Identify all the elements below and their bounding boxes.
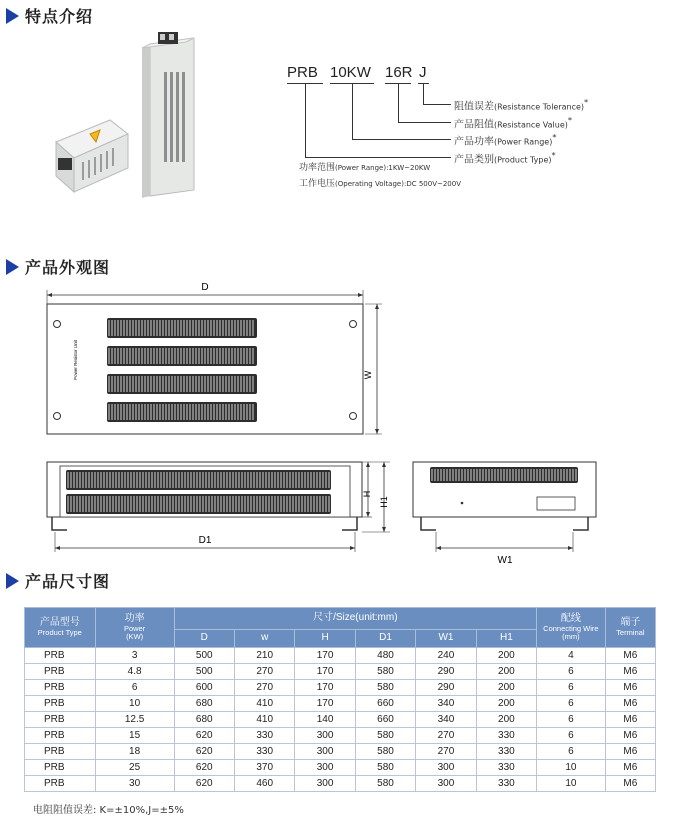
table-cell: M6 [605,776,655,792]
table-cell: 330 [476,760,536,776]
connector-line [398,84,399,122]
header-power: 功率 Power (KW) [95,608,174,648]
table-cell: 580 [355,776,415,792]
table-cell: 200 [476,712,536,728]
subheader-h: H [295,630,355,648]
table-cell: M6 [605,680,655,696]
table-cell: PRB [25,760,96,776]
table-cell: 10 [537,760,606,776]
table-cell: 10 [537,776,606,792]
subheader-w: w [234,630,294,648]
connector-line [398,122,451,123]
table-cell: 6 [537,664,606,680]
table-cell: 300 [295,776,355,792]
table-cell: 200 [476,696,536,712]
table-cell: PRB [25,664,96,680]
table-cell: 200 [476,648,536,664]
connector-line [423,104,451,105]
header-wire: 配线 Connecting Wire (mm) [537,608,606,648]
table-cell: 6 [537,712,606,728]
table-cell: PRB [25,648,96,664]
label-w1: W1 [497,555,513,566]
header-product-type: 产品型号 Product Type [25,608,96,648]
dimension-drawing [0,280,680,570]
table-cell: M6 [605,696,655,712]
table-cell: 340 [416,696,476,712]
table-cell: 10 [95,696,174,712]
vent-grille [66,494,331,514]
table-row [25,776,656,792]
table-cell: 170 [295,648,355,664]
table-cell: 410 [234,696,294,712]
table-cell: 290 [416,680,476,696]
table-cell: 6 [537,680,606,696]
table-cell: 620 [174,760,234,776]
table-cell: 270 [416,728,476,744]
table-cell: 4.8 [95,664,174,680]
table-cell: 6 [537,744,606,760]
table-row [25,728,656,744]
table-cell: 370 [234,760,294,776]
table-cell: 6 [537,696,606,712]
section-title-appearance: 产品外观图 [6,255,110,278]
table-cell: 6 [95,680,174,696]
voltage-note: 工作电压(Operating Voltage):DC 500V~200V [299,179,461,189]
triangle-bullet-icon [6,573,19,589]
table-cell: 660 [355,696,415,712]
header-terminal: 端子 Terminal [605,608,655,648]
table-cell: PRB [25,776,96,792]
model-code-power: 10KW [330,64,371,81]
table-cell: 300 [295,744,355,760]
table-cell: 15 [95,728,174,744]
table-cell: 270 [416,744,476,760]
table-cell: M6 [605,712,655,728]
table-row [25,680,656,696]
table-cell: PRB [25,680,96,696]
product-photo [46,30,236,200]
tolerance-footnote: 电阻阻值误差: K=±10%,J=±5% [33,805,184,816]
table-cell: M6 [605,664,655,680]
connector-line [423,84,424,104]
table-cell: 330 [476,744,536,760]
model-code-resistance: 16R [385,64,413,81]
table-cell: 170 [295,664,355,680]
table-cell: 300 [416,760,476,776]
label-d: D [201,282,209,293]
table-cell: 500 [174,648,234,664]
table-cell: 140 [295,712,355,728]
table-cell: 200 [476,680,536,696]
label-d1: D1 [198,535,212,546]
vent-grille [107,402,257,422]
table-cell: 290 [416,664,476,680]
table-cell: 25 [95,760,174,776]
connector-line [305,157,451,158]
table-cell: 580 [355,664,415,680]
table-cell: 240 [416,648,476,664]
model-code-tolerance: J [419,64,427,81]
table-cell: 500 [174,664,234,680]
legend-tolerance: 阻值误差(Resistance Tolerance)* [454,97,589,113]
label-w: W [363,370,373,380]
table-cell: 600 [174,680,234,696]
table-cell: 330 [234,728,294,744]
table-cell: PRB [25,712,96,728]
spec-table [24,607,656,792]
connector-line [305,84,306,157]
table-cell: 580 [355,744,415,760]
section-title-features: 特点介绍 [6,4,93,27]
table-cell: M6 [605,728,655,744]
triangle-bullet-icon [6,259,19,275]
connector-line [352,84,353,139]
triangle-bullet-icon [6,8,19,24]
table-cell: 30 [95,776,174,792]
table-cell: 6 [537,728,606,744]
table-cell: PRB [25,744,96,760]
table-row [25,744,656,760]
table-cell: 620 [174,728,234,744]
table-row [25,664,656,680]
table-cell: 270 [234,664,294,680]
subheader-d: D [174,630,234,648]
table-row [25,648,656,664]
label-h: H [362,490,372,498]
table-cell: 480 [355,648,415,664]
vent-grille [107,318,257,338]
label-h1: H1 [379,496,389,508]
vent-grille [107,346,257,366]
table-cell: 660 [355,712,415,728]
table-cell: 12.5 [95,712,174,728]
table-cell: 620 [174,776,234,792]
subheader-d1: D1 [355,630,415,648]
subheader-h1: H1 [476,630,536,648]
table-row [25,760,656,776]
table-cell: M6 [605,744,655,760]
table-cell: M6 [605,648,655,664]
legend-resistance: 产品阻值(Resistance Value)* [454,115,573,131]
table-cell: 170 [295,680,355,696]
table-cell: 300 [295,760,355,776]
table-cell: 580 [355,760,415,776]
table-cell: 4 [537,648,606,664]
table-cell: 3 [95,648,174,664]
table-cell: 680 [174,712,234,728]
table-cell: PRB [25,696,96,712]
table-row [25,712,656,728]
table-cell: 170 [295,696,355,712]
table-cell: 300 [295,728,355,744]
connector-line [352,139,451,140]
table-cell: 620 [174,744,234,760]
table-cell: 680 [174,696,234,712]
table-cell: 580 [355,680,415,696]
table-cell: 18 [95,744,174,760]
vent-grille [66,470,331,490]
table-cell: 410 [234,712,294,728]
table-cell: 330 [476,776,536,792]
table-cell: 330 [476,728,536,744]
table-cell: 270 [234,680,294,696]
table-cell: 460 [234,776,294,792]
table-cell: 580 [355,728,415,744]
table-cell: 330 [234,744,294,760]
table-cell: M6 [605,760,655,776]
table-cell: PRB [25,728,96,744]
header-size: 尺寸/Size(unit:mm) [174,608,537,630]
side-label: Power Resistor Unit [73,340,78,380]
model-code-prb: PRB [287,64,318,81]
table-cell: 300 [416,776,476,792]
legend-power: 产品功率(Power Range)* [454,132,557,148]
subheader-w1: W1 [416,630,476,648]
power-range-note: 功率范围(Power Range):1KW~20KW [299,163,431,173]
legend-type: 产品类别(Product Type)* [454,150,556,166]
table-row [25,696,656,712]
table-cell: 210 [234,648,294,664]
vent-grille [107,374,257,394]
section-title-dimensions: 产品尺寸图 [6,569,110,592]
table-cell: 200 [476,664,536,680]
table-cell: 340 [416,712,476,728]
